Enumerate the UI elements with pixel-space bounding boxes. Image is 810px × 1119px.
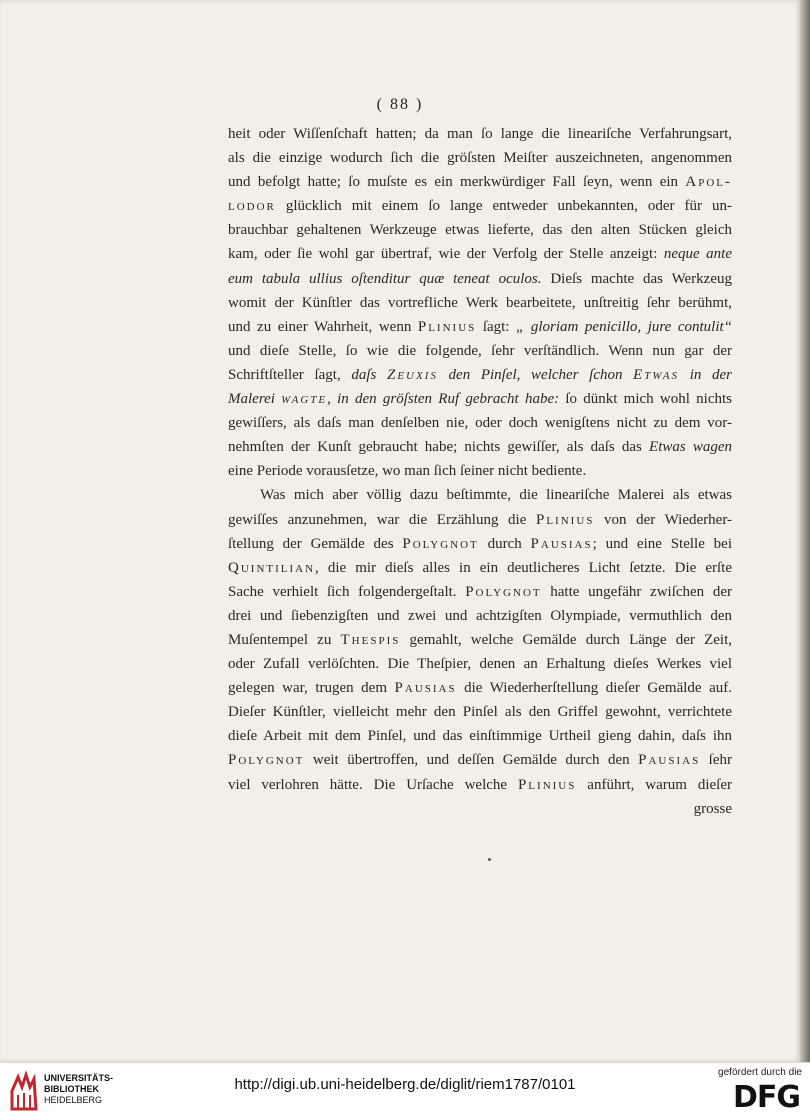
catchword: grosse [693,800,732,817]
body-text [228,122,732,821]
text-line: Quintilian, die mir dieſs alles in ein deutlicheres Licht ſetzte. Die erſte [228,559,732,576]
dfg-logo: DFG [732,1080,800,1115]
name-apollodor: Apol- [685,174,732,191]
text-line: drei und ſiebenzigſten und zwei und achtzigſten Olympiade, vermuthlich den [228,607,732,624]
funding-caption: gefördert durch die [718,1067,802,1078]
permalink-url[interactable]: http://digi.ub.uni-heidelberg.de/diglit/riem1787/0101 [234,1076,576,1093]
text-line: viel verlohren hätte. Die Urſache welche Plinius anführt, warum dieſer [228,776,732,793]
page-number: ( 88 ) [376,96,424,113]
text-line: und zu einer Wahrheit, wenn Plinius ſagt: „ gloriam penicillo, jure contulit“ [228,318,732,335]
viewer-footer [0,1062,810,1119]
text-line: Polygnot weit übertroffen, und deſſen Gemälde durch den Pausias ſehr [228,752,732,769]
ink-speck [488,858,491,861]
text-line: als die einzige wodurch ſich die gröſsten Meiſter auszeichneten, angenommen [228,150,732,167]
text-line: oder Zufall verlöſchten. Die Theſpier, denen an Erhaltung dieſes Werkes viel [228,656,732,673]
text-line: Muſentempel zu Thespis gemahlt, welche Gemälde durch Länge der Zeit, [228,631,733,648]
text-line: gewiſſes anzunehmen, war die Erzählung die Plinius von der Wiederher- [228,511,733,528]
library-name: UNIVERSITÄTS- BIBLIOTHEK HEIDELBERG [44,1073,114,1105]
page-edge [800,0,810,1062]
text-line: womit der Künſtler das vortrefliche Werk bearbeitete, unſtreitig ſehr berühmt, [228,294,732,311]
text-line: Dieſer Künſtler, vielleicht mehr den Pinſel als den Griffel gewohnt, verrichtete [228,704,732,721]
paragraph-start: Was mich aber völlig dazu beſtimmte, die lineariſche Malerei als etwas [260,487,732,504]
text-line: ſtellung der Gemälde des Polygnot durch Pausias; und eine Stelle bei [228,535,732,552]
text-line: und befolgt hatte; ſo muſste es ein merkwürdiger Fall ſeyn, wenn ein Apol- [228,174,732,191]
text-line: heit oder Wiſſenſchaft hatten; da man ſo lange die lineariſche Verfahrungsart, [228,126,732,142]
text-line: Malerei wagte, in den gröſsten Ruf gebracht habe: ſo dünkt mich wohl nichts [228,391,732,408]
text-line: Schriftſteller ſagt, daſs Zeuxis den Pinſel, welcher ſchon Etwas in der [228,366,732,383]
text-line: dieſe Arbeit mit dem Pinſel, und das einſtimmige Urtheil gieng dahin, daſs ihn [228,728,732,745]
text-line: brauchbar gehaltenen Werkzeuge etwas lieferte, das den alten Stücken gleich [228,222,732,239]
text-line: eum tabula ullius oſtenditur quæ teneat oculos. Dieſs machte das Werkzeug [228,270,732,287]
text-line: gelegen war, trugen dem Pausias die Wiederherſtellung dieſer Gemälde auf. [228,680,732,697]
text-line: eine Periode vorausſetze, wo man ſich ſeiner nicht bediente. [228,463,587,480]
text-line: nehmſten der Kunſt gebraucht habe; nichts gewiſſer, als daſs das Etwas wagen [228,439,732,456]
text-line: lodor glücklich mit einem ſo lange entweder unbekannten, oder für un- [228,198,732,215]
text-line: Sache verhielt ſich folgendergeſtalt. Polygnot hatte ungefähr zwiſchen der [228,583,732,600]
text-line: gewiſſers, als daſs man denſelben nie, oder doch wenigſtens nicht zu dem vor- [228,415,732,432]
text-line: und dieſe Stelle, ſo wie die folgende, ſehr verſtändlich. Wenn nun gar der [228,342,732,359]
text-line: kam, oder ſie wohl gar übertraf, wie der Verfolg der Stelle anzeigt: neque ante [228,246,733,263]
